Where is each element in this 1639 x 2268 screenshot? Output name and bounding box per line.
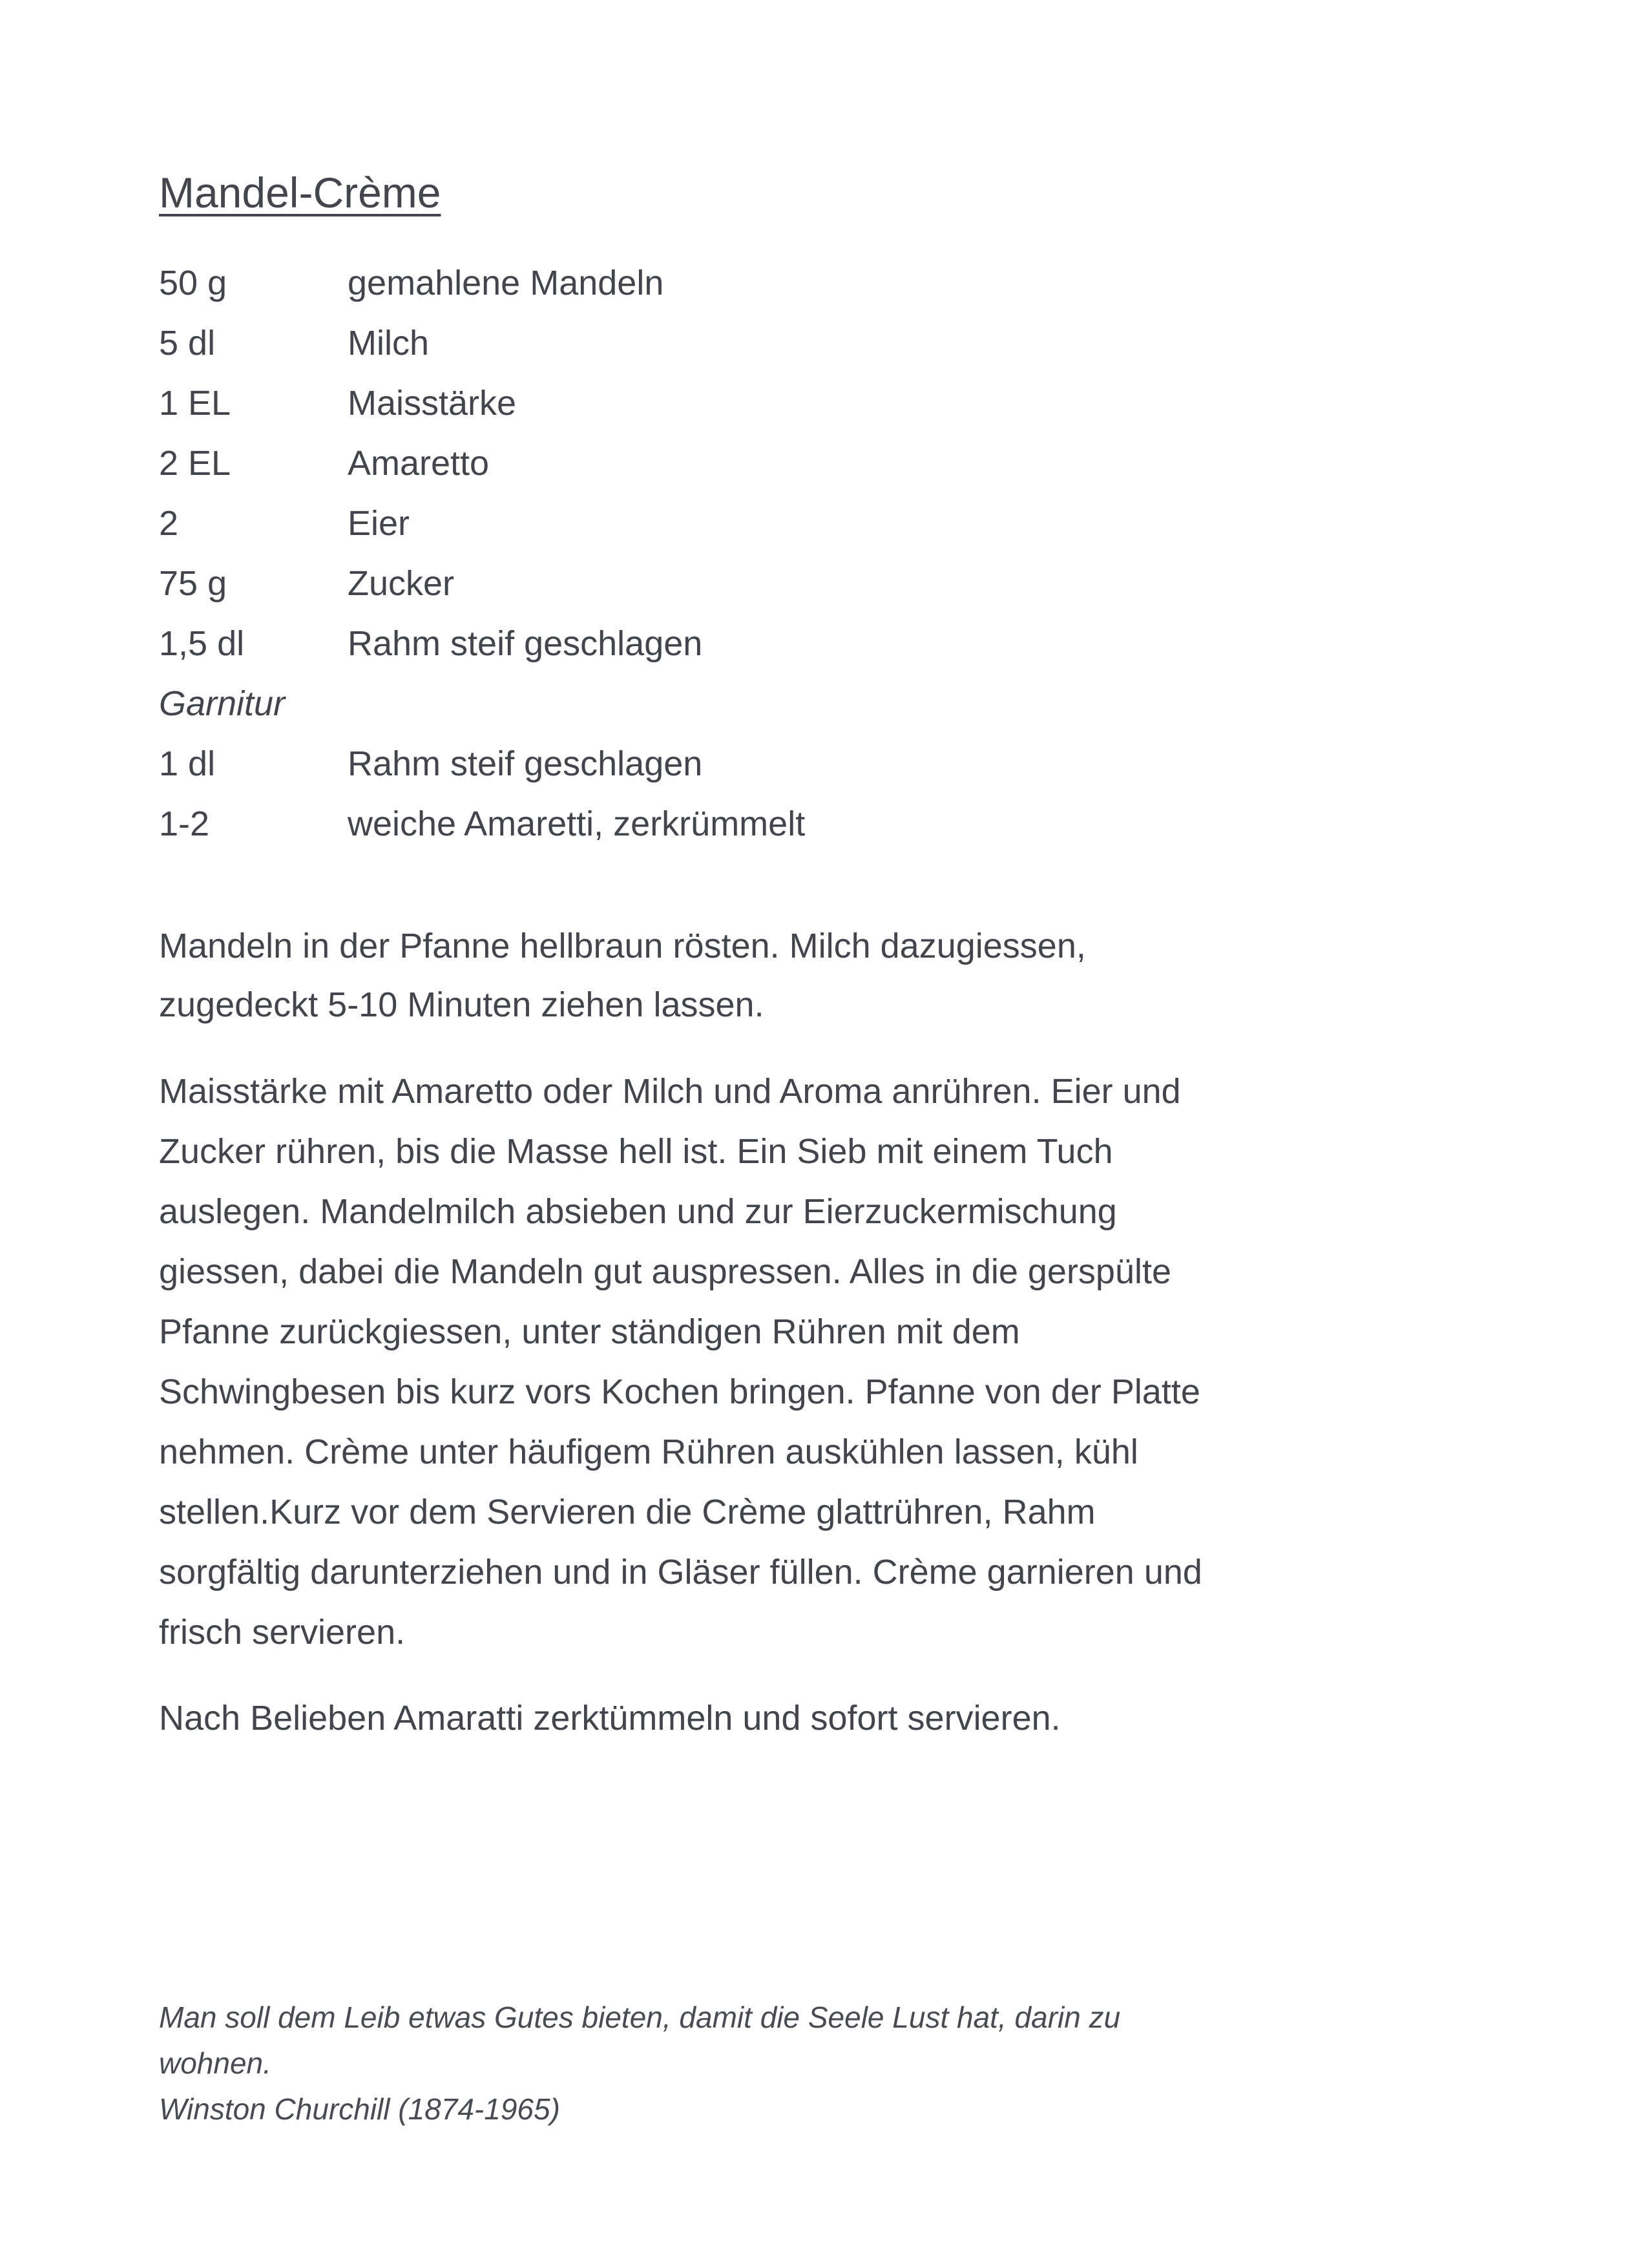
ingredient-quantity: 5 dl (159, 324, 216, 362)
instruction-line: stellen.Kurz vor dem Servieren die Crème glattrühren, Rahm (159, 1493, 1096, 1531)
ingredient-row (159, 377, 1322, 429)
instruction-line: giessen, dabei die Mandeln gut auspressen. Alles in die gerspülte (159, 1252, 1172, 1291)
instruction-line: Maisstärke mit Amaretto oder Milch und Aroma anrühren. Eier und (159, 1072, 1181, 1111)
recipe-title: Mandel-Crème (159, 169, 441, 216)
ingredient-name: weiche Amaretti, zerkrümmelt (348, 804, 806, 843)
ingredient-name: gemahlene Mandeln (348, 264, 664, 302)
instruction-line: Nach Belieben Amaratti zerktümmeln und sofort servieren. (159, 1699, 1061, 1738)
ingredient-name: Eier (348, 504, 410, 543)
ingredient-quantity: 75 g (159, 564, 227, 603)
instruction-line: zugedeckt 5-10 Minuten ziehen lassen. (159, 985, 764, 1024)
ingredient-name: Maisstärke (348, 384, 517, 423)
ingredient-row (159, 558, 1322, 609)
instruction-line: Mandeln in der Pfanne hellbraun rösten. Milch dazugiessen, (159, 927, 1086, 965)
instruction-line: frisch servieren. (159, 1613, 406, 1652)
ingredient-row (159, 437, 1322, 489)
quote-text: Man soll dem Leib etwas Gutes bieten, damit die Seele Lust hat, darin zu (159, 2000, 1121, 2034)
instruction-line: Schwingbesen bis kurz vors Kochen bringen. Pfanne von der Platte (159, 1372, 1200, 1411)
instruction-line: sorgfältig darunterziehen und in Gläser füllen. Crème garnieren und (159, 1553, 1202, 1591)
ingredient-quantity: 2 (159, 504, 179, 543)
ingredient-name: Amaretto (348, 444, 490, 483)
instruction-line: auslegen. Mandelmilch absieben und zur Eierzuckermischung (159, 1192, 1117, 1231)
ingredient-quantity: 1,5 dl (159, 624, 245, 663)
quote-author: Winston Churchill (1874-1965) (159, 2092, 560, 2126)
ingredient-name: Rahm steif geschlagen (348, 624, 703, 663)
ingredient-name: Rahm steif geschlagen (348, 744, 703, 783)
ingredient-name: Zucker (348, 564, 455, 603)
ingredient-row (159, 618, 1322, 669)
garnish-row (159, 738, 1322, 790)
ingredient-row (159, 257, 1322, 309)
quote-text: wohnen. (159, 2046, 271, 2080)
ingredient-quantity: 2 EL (159, 444, 231, 483)
garnish-heading (159, 678, 1322, 730)
ingredient-quantity: 50 g (159, 264, 227, 302)
garnish-label: Garnitur (159, 684, 286, 723)
instruction-line: nehmen. Crème unter häufigem Rühren auskühlen lassen, kühl (159, 1433, 1138, 1471)
instruction-line: Pfanne zurückgiessen, unter ständigen Rühren mit dem (159, 1312, 1020, 1351)
ingredient-quantity: 1 EL (159, 384, 231, 423)
ingredient-name: Milch (348, 324, 430, 362)
garnish-row (159, 798, 1322, 850)
ingredient-quantity: 1 dl (159, 744, 216, 783)
ingredient-quantity: 1-2 (159, 804, 210, 843)
ingredient-row (159, 498, 1322, 549)
ingredient-row (159, 317, 1322, 369)
instruction-line: Zucker rühren, bis die Masse hell ist. Ein Sieb mit einem Tuch (159, 1132, 1113, 1171)
